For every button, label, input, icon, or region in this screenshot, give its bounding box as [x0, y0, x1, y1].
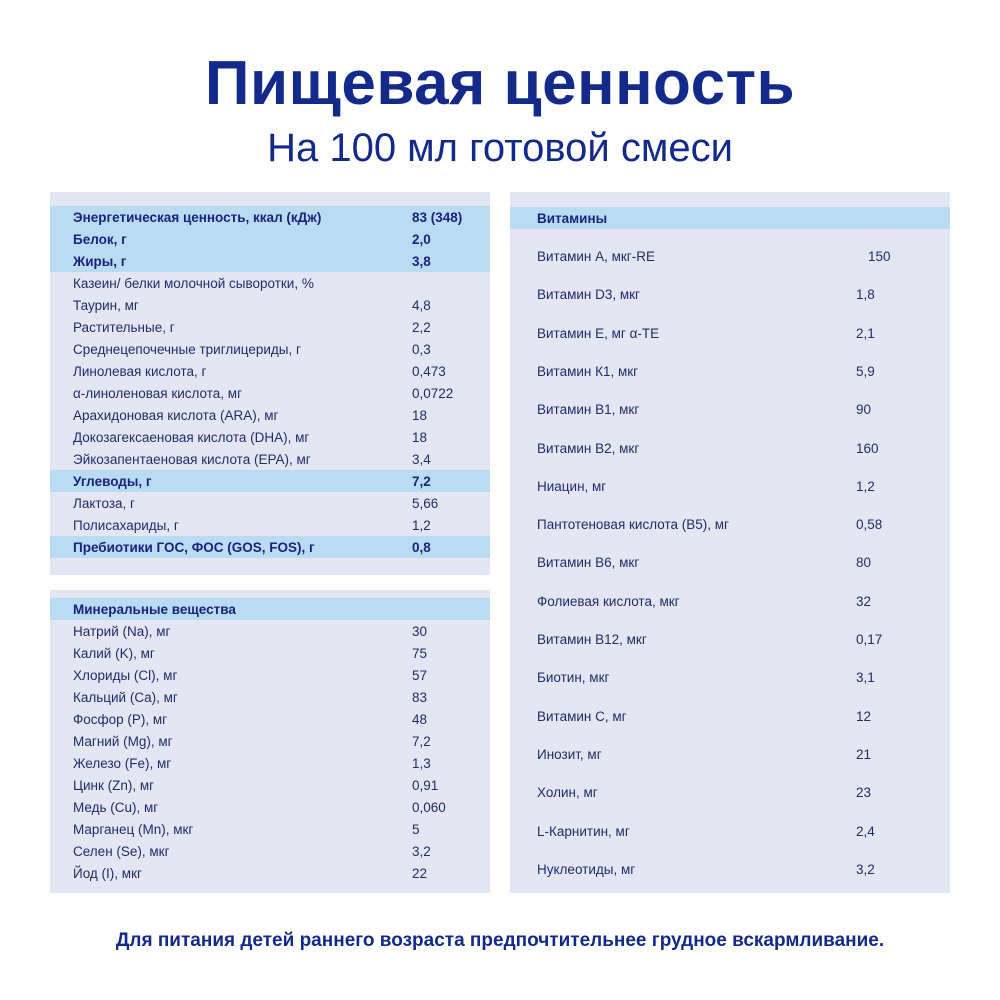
- row-label: Арахидоновая кислота (ARA), мг: [73, 408, 279, 423]
- row-label: Магний (Mg), мг: [73, 734, 173, 749]
- row-label: Витамин В12, мкг: [537, 632, 647, 647]
- row-value: 0,58: [856, 517, 883, 533]
- table-row: [50, 382, 490, 404]
- table-row: [510, 705, 950, 727]
- table-row: [50, 818, 490, 840]
- row-label: Жиры, г: [73, 254, 127, 269]
- row-value: 3,2: [856, 861, 875, 877]
- row-label: Фолиевая кислота, мкг: [537, 593, 680, 609]
- table-row: [510, 513, 950, 535]
- row-value: 3,4: [412, 452, 431, 467]
- row-value: 23: [856, 785, 872, 801]
- table-row: [510, 590, 950, 612]
- row-label: L-Карнитин, мг: [537, 823, 630, 839]
- row-value: 2,1: [856, 325, 875, 341]
- table-row: [50, 316, 490, 338]
- table-row: [510, 475, 950, 497]
- row-label: Натрий (Na), мг: [73, 624, 171, 639]
- row-value: 3,2: [412, 844, 431, 859]
- row-value: 150: [868, 249, 891, 264]
- row-label: Холин, мг: [537, 785, 598, 801]
- row-value: 75: [412, 646, 428, 661]
- row-label: Лактоза, г: [73, 496, 135, 511]
- table-row: [510, 781, 950, 803]
- minerals-heading-label: Минеральные вещества: [73, 602, 236, 617]
- table-row: [510, 820, 950, 842]
- row-value: 0,3: [412, 342, 431, 357]
- table-row: [50, 840, 490, 862]
- table-row: [50, 206, 490, 228]
- table-row: [50, 294, 490, 316]
- row-label: Казеин/ белки молочной сыворотки, %: [73, 276, 314, 291]
- table-row: [50, 686, 490, 708]
- row-label: Растительные, г: [73, 320, 175, 335]
- row-label: Углеводы, г: [73, 474, 152, 489]
- row-label: Пантотеновая кислота (В5), мг: [537, 517, 729, 533]
- row-label: Витамин В2, мкг: [537, 440, 640, 456]
- row-label: Среднецепочечные триглицериды, г: [73, 342, 301, 357]
- row-value: 57: [412, 668, 428, 683]
- row-value: 3,8: [412, 254, 431, 269]
- table-row: [50, 862, 490, 884]
- row-value: 48: [412, 712, 428, 727]
- row-value: 2,4: [856, 823, 875, 839]
- row-value: 4,8: [412, 298, 431, 313]
- table-row: [50, 752, 490, 774]
- row-value: 0,060: [412, 800, 446, 815]
- row-value: 7,2: [412, 474, 431, 489]
- row-value: 5,66: [412, 496, 439, 511]
- table-row: [510, 666, 950, 688]
- table-row: [50, 642, 490, 664]
- table-row: [50, 492, 490, 514]
- table-row: [50, 708, 490, 730]
- row-label: Нуклеотиды, мг: [537, 861, 636, 877]
- row-value: 90: [856, 402, 872, 418]
- row-label: Марганец (Mn), мкг: [73, 822, 194, 837]
- row-value: 2,2: [412, 320, 431, 335]
- table-row: [50, 796, 490, 818]
- row-value: 83: [412, 690, 428, 705]
- row-label: Хлориды (Cl), мг: [73, 668, 178, 683]
- minerals-table: [50, 590, 490, 893]
- row-value: 21: [856, 746, 872, 762]
- row-value: 2,0: [412, 232, 431, 247]
- row-value: 1,3: [412, 756, 431, 771]
- table-row: [50, 664, 490, 686]
- row-label: Цинк (Zn), мг: [73, 778, 155, 793]
- row-label: Фосфор (P), мг: [73, 712, 168, 727]
- row-label: Витамин С, мг: [537, 708, 627, 724]
- row-value: 0,91: [412, 778, 439, 793]
- row-label: Витамин Е, мг α-TE: [537, 325, 660, 341]
- footer-note: Для питания детей раннего возраста предпочтительнее грудное вскармливание.: [115, 930, 885, 951]
- row-label: Линолевая кислота, г: [73, 364, 207, 379]
- row-label: Биотин, мкг: [537, 670, 610, 686]
- row-value: 5: [412, 822, 420, 837]
- table-row: [50, 360, 490, 382]
- row-value: 0,0722: [412, 386, 454, 401]
- row-value: 5,9: [856, 363, 875, 379]
- table-row: [510, 398, 950, 420]
- table-row: [50, 228, 490, 250]
- row-label: Калий (K), мг: [73, 646, 155, 661]
- row-value: 0,17: [856, 632, 883, 647]
- row-value: 3,1: [856, 670, 875, 686]
- table-row: [50, 536, 490, 558]
- vitamins-table: [510, 192, 950, 893]
- page-title: Пищевая ценность: [204, 49, 796, 118]
- row-label: Белок, г: [73, 232, 127, 247]
- page-subtitle: На 100 мл готовой смеси: [267, 126, 733, 170]
- table-row: [510, 858, 950, 880]
- table-row: [510, 628, 950, 650]
- row-label: α-линоленовая кислота, мг: [73, 386, 243, 401]
- table-row: [510, 360, 950, 382]
- row-label: Энергетическая ценность, ккал (кДж): [73, 210, 322, 225]
- nutrition-table: [50, 192, 490, 575]
- row-value: 32: [856, 593, 872, 609]
- row-label: Медь (Cu), мг: [73, 800, 159, 815]
- table-row: [50, 448, 490, 470]
- vitamins-heading-label: Витамины: [537, 211, 608, 226]
- row-value: 30: [412, 624, 428, 639]
- row-value: 80: [856, 555, 872, 571]
- row-label: Йод (I), мкг: [73, 866, 142, 881]
- row-label: Ниацин, мг: [537, 478, 607, 494]
- table-row: [510, 283, 950, 305]
- table-row: [510, 322, 950, 344]
- row-value: 160: [856, 440, 879, 456]
- table-row: [50, 730, 490, 752]
- minerals-heading: [50, 598, 490, 620]
- table-row: [50, 404, 490, 426]
- row-label: Инозит, мг: [537, 746, 602, 762]
- row-label: Селен (Se), мкг: [73, 844, 170, 859]
- table-row: [510, 437, 950, 459]
- vitamins-heading: [510, 207, 950, 229]
- row-value: 18: [412, 408, 428, 423]
- row-value: 7,2: [412, 734, 431, 749]
- table-row: [50, 250, 490, 272]
- row-value: 12: [856, 708, 872, 724]
- table-row: [50, 338, 490, 360]
- table-row: [50, 426, 490, 448]
- table-row: [50, 620, 490, 642]
- row-label: Полисахариды, г: [73, 518, 179, 533]
- row-label: Эйкозапентаеновая кислота (EPA), мг: [73, 452, 311, 467]
- row-label: Таурин, мг: [73, 298, 139, 313]
- table-row: [50, 514, 490, 536]
- table-row: [50, 470, 490, 492]
- row-value: 18: [412, 430, 428, 445]
- table-row: [510, 551, 950, 573]
- row-value: 22: [412, 866, 428, 881]
- row-value: 0,8: [412, 540, 431, 555]
- row-value: 83 (348): [412, 210, 463, 225]
- row-value: 1,8: [856, 287, 875, 303]
- row-label: Витамин D3, мкг: [537, 287, 640, 303]
- row-value: 0,473: [412, 364, 446, 379]
- row-value: 1,2: [412, 518, 431, 533]
- row-label: Кальций (Ca), мг: [73, 690, 178, 705]
- row-label: Витамин А, мкг-RE: [537, 249, 655, 264]
- row-label: Пребиотики ГОС, ФОС (GOS, FOS), г: [73, 540, 315, 555]
- row-label: Витамин В6, мкг: [537, 555, 640, 571]
- row-label: Витамин К1, мкг: [537, 363, 639, 379]
- table-row: [50, 272, 490, 294]
- table-row: [50, 774, 490, 796]
- row-label: Витамин В1, мкг: [537, 402, 640, 418]
- row-value: 1,2: [856, 478, 875, 494]
- table-row: [510, 245, 950, 267]
- row-label: Докозагексаеновая кислота (DHA), мг: [73, 430, 310, 445]
- row-label: Железо (Fe), мг: [73, 756, 172, 771]
- table-row: [510, 743, 950, 765]
